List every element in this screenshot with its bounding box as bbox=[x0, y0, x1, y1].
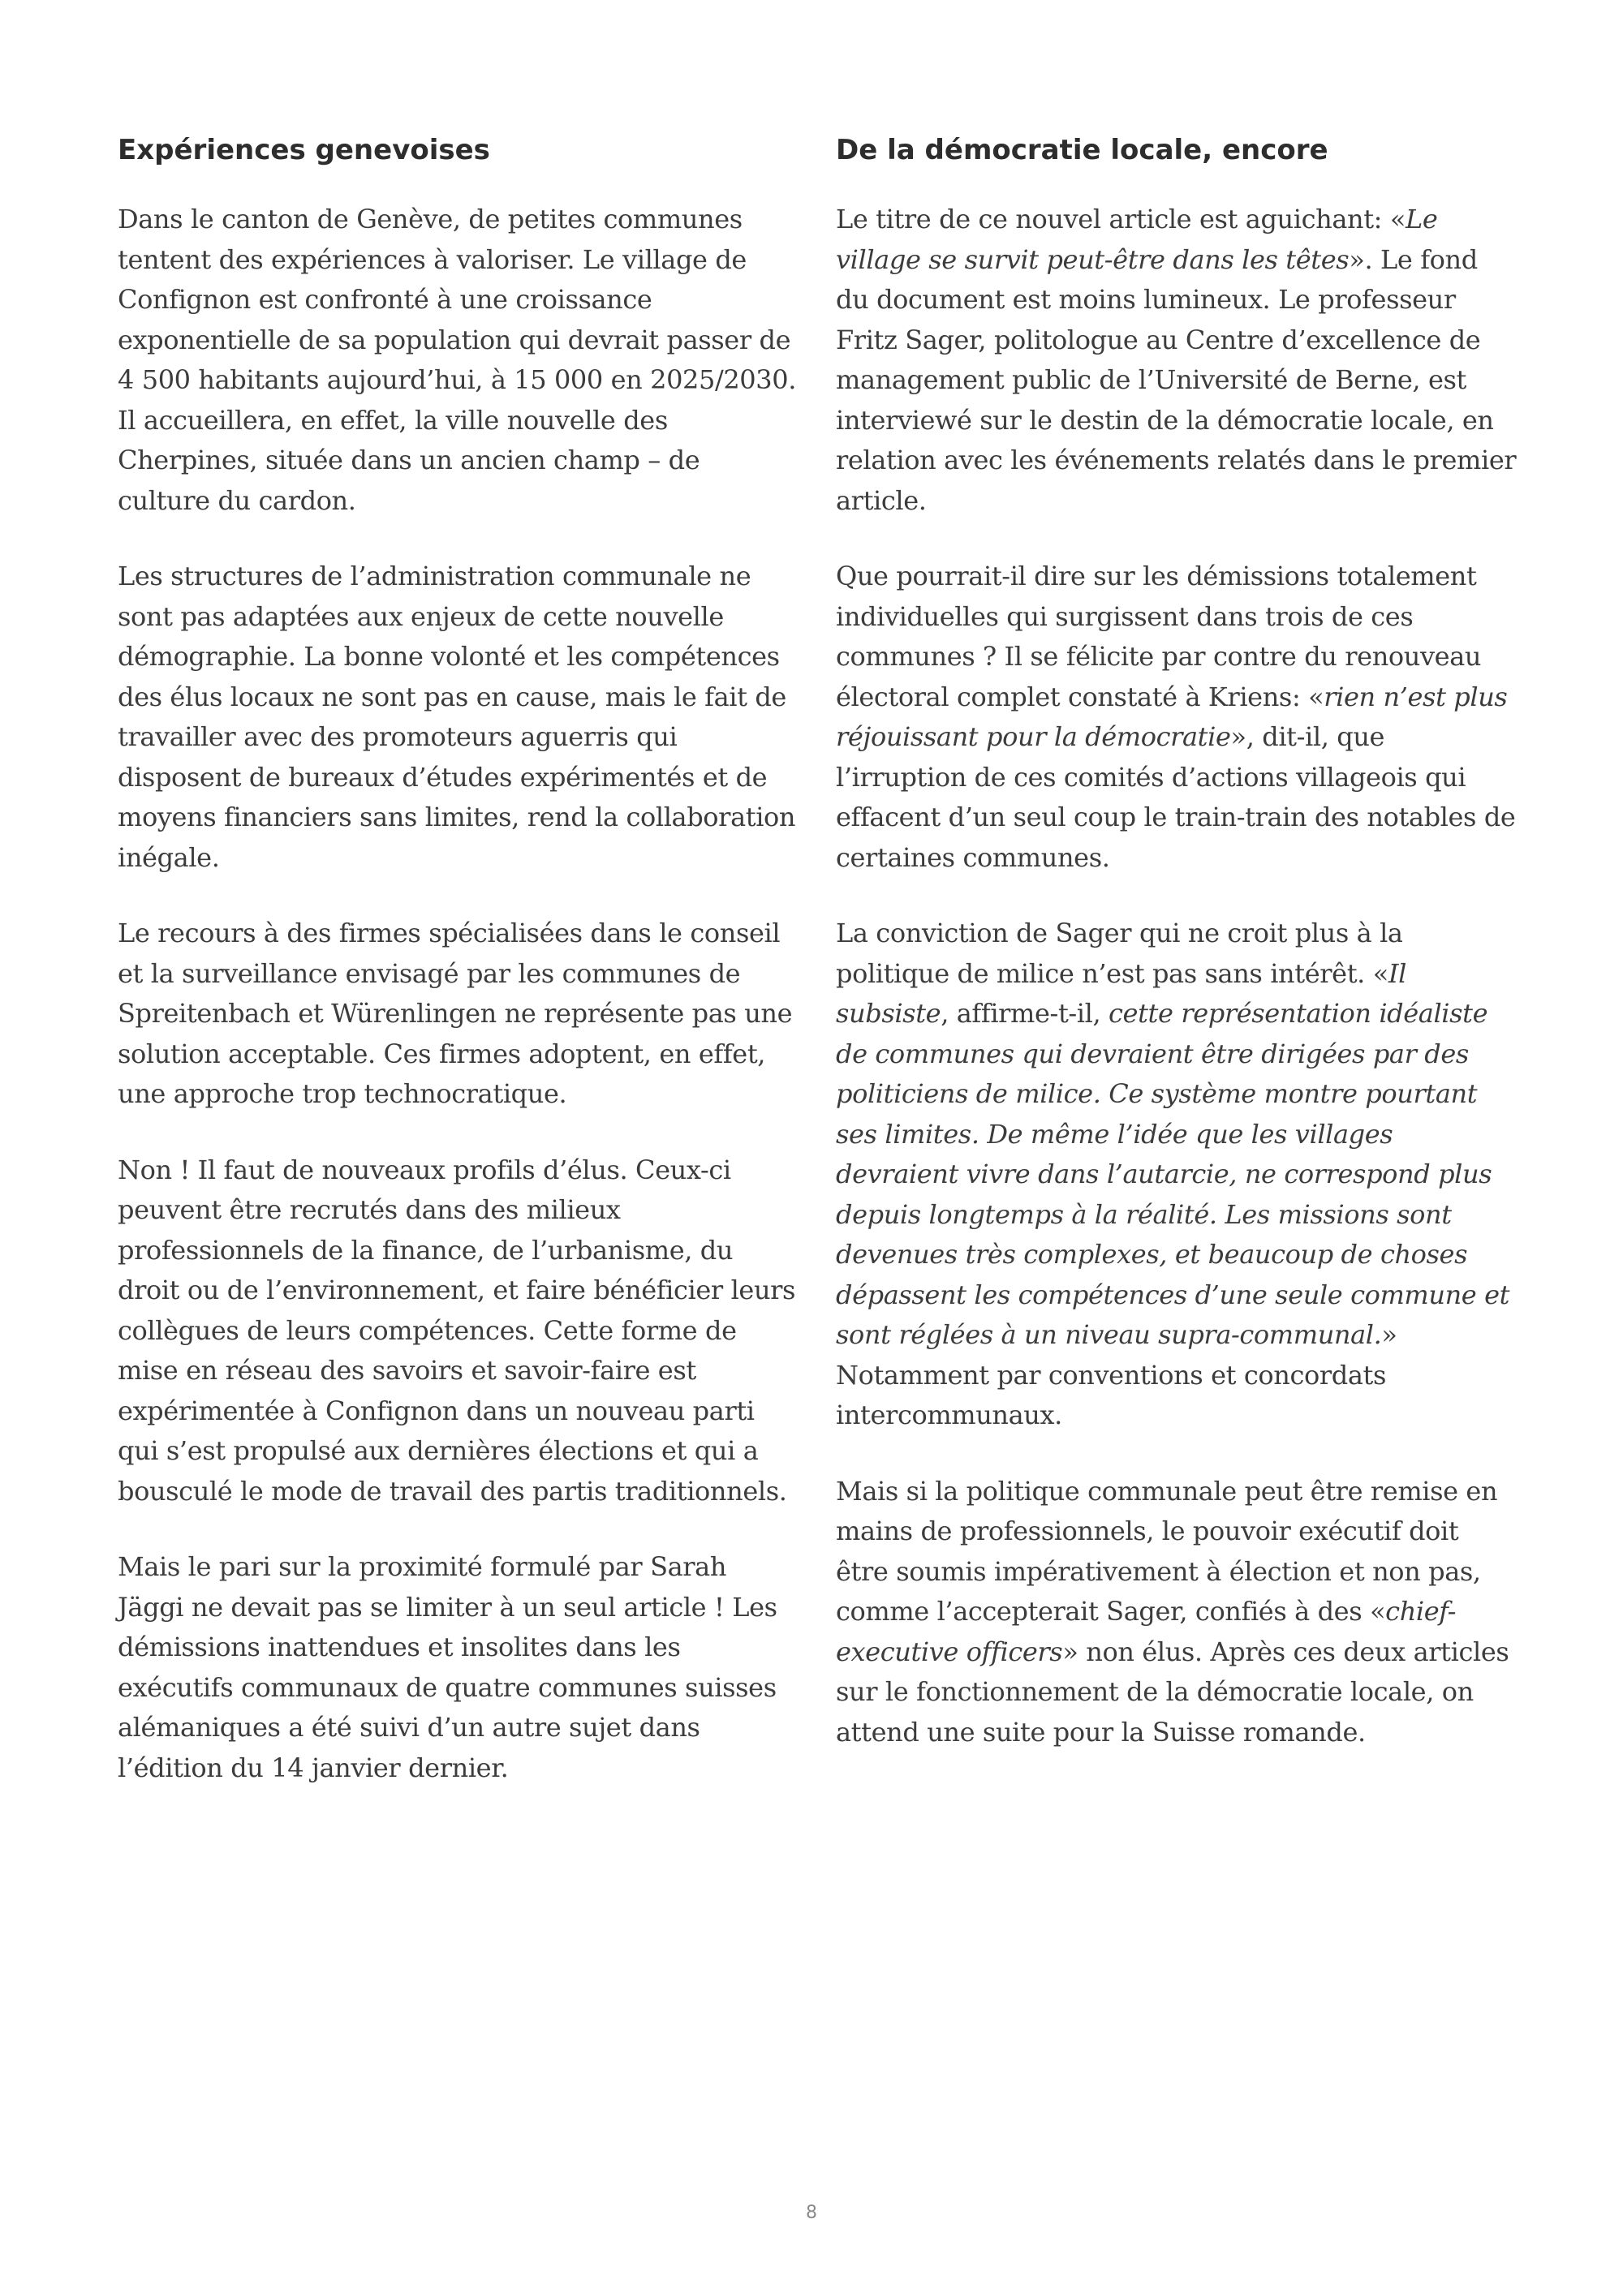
paragraph bbox=[118, 557, 799, 878]
text-run: ». Le fond du document est moins lumineux. Le professeur Fritz Sager, politologue au Centre d’excellence de management public de l’Université de Berne, est interviewé sur le destin de la démocratie locale, en relation avec les événements relatés dans le premier article. bbox=[836, 243, 1517, 516]
text-run: Mais si la politique communale peut être remise en mains de professionnels, le pouvoir exécutif doit être soumis impérativement à élection et non pas, comme l’accepterait Sager, confiés à des « bbox=[836, 1475, 1498, 1627]
left-paragraphs bbox=[118, 200, 799, 1788]
left-column bbox=[118, 130, 799, 1824]
text-run: Les structures de l’administration communale ne sont pas adaptées aux enjeux de cette nouvelle démographie. La bonne volonté et les compétences des élus locaux ne sont pas en cause, mais le fait de travailler avec des promoteurs aguerris qui disposent de bureaux d’études expérimentés et de moyens financiers sans limites, rend la collaboration inégale. bbox=[118, 561, 796, 873]
text-run: La conviction de Sager qui ne croit plus à la politique de milice n’est pas sans intérêt. « bbox=[836, 918, 1403, 989]
paragraph bbox=[118, 1547, 799, 1788]
text-run: Mais le pari sur la proximité formulé par Sarah Jäggi ne devait pas se limiter à un seul article ! Les démissions inattendues et insolites dans les exécutifs communaux de quatre communes suisses alémaniques a été suivi d’un autre sujet dans l’édition du 14 janvier dernier. bbox=[118, 1551, 777, 1783]
italic-run: chief-executive officers bbox=[836, 1596, 1456, 1667]
text-run: Que pourrait-il dire sur les démissions totalement individuelles qui surgissent dans trois de ces communes ? Il se félicite par contre du renouveau électoral complet constaté à Kriens: « bbox=[836, 561, 1482, 712]
paragraph bbox=[118, 1150, 799, 1512]
section-heading-left: Expériences genevoises bbox=[118, 134, 490, 166]
paragraph bbox=[118, 914, 799, 1115]
italic-run: cette représentation idéaliste de communes qui devraient être dirigées par des politiciens de milice. Ce système montre pourtant ses limites. De même l’idée que les villages devraient vivre dans l’autarcie, ne correspond plus depuis longtemps à la réalité. Les missions sont devenues très complexes, et beaucoup de choses dépassent les compétences d’une seule commune et sont réglées à un niveau supra-communal. bbox=[836, 998, 1510, 1350]
paragraph bbox=[118, 200, 799, 521]
paragraph bbox=[836, 200, 1518, 521]
italic-run: Le village se survit peut-être dans les têtes bbox=[836, 204, 1438, 275]
paragraph bbox=[836, 1472, 1518, 1753]
text-run: Dans le canton de Genève, de petites communes tentent des expériences à valoriser. Le village de Confignon est confronté à une croissance exponentielle de sa population qui devrait passer de 4 500 habitants aujourd’hui, à 15 000 en 2025/2030. Il accueillera, en effet, la ville nouvelle des Cherpines, située dans un ancien champ – de culture du cardon. bbox=[118, 204, 796, 516]
page-number: 8 bbox=[806, 2203, 817, 2223]
text-run: », dit-il, que l’irruption de ces comités d’actions villageois qui effacent d’un seul coup le train-train des notables de certaines communes. bbox=[836, 721, 1516, 873]
text-run: Le titre de ce nouvel article est aguichant: « bbox=[836, 204, 1406, 234]
text-run: , affirme-t-il, bbox=[941, 998, 1109, 1029]
text-run: Non ! Il faut de nouveaux profils d’élus. Ceux-ci peuvent être recrutés dans des milieux professionnels de la finance, de l’urbanisme, du droit ou de l’environnement, et faire bénéficier leurs collègues de leurs compétences. Cette forme de mise en réseau des savoirs et savoir-faire est expérimentée à Confignon dans un nouveau parti qui s’est propulsé aux dernières élections et qui a bousculé le mode de travail des partis traditionnels. bbox=[118, 1154, 796, 1507]
paragraph bbox=[836, 557, 1518, 878]
italic-run: rien n’est plus réjouissant pour la démocratie bbox=[836, 681, 1508, 752]
right-paragraphs bbox=[836, 200, 1518, 1752]
paragraph bbox=[836, 914, 1518, 1436]
text-run: » Notamment par conventions et concordats intercommunaux. bbox=[836, 1319, 1397, 1430]
right-column bbox=[836, 130, 1518, 1788]
italic-run: Il subsiste bbox=[836, 957, 1406, 1029]
section-heading-right: De la démocratie locale, encore bbox=[836, 134, 1328, 166]
text-run: Le recours à des firmes spécialisées dans le conseil et la surveillance envisagé par les communes de Spreitenbach et Würenlingen ne représente pas une solution acceptable. Ces firmes adoptent, en effet, une approche trop technocratique. bbox=[118, 918, 793, 1109]
text-run: » non élus. Après ces deux articles sur le fonctionnement de la démocratie locale, on attend une suite pour la Suisse romande. bbox=[836, 1636, 1509, 1748]
